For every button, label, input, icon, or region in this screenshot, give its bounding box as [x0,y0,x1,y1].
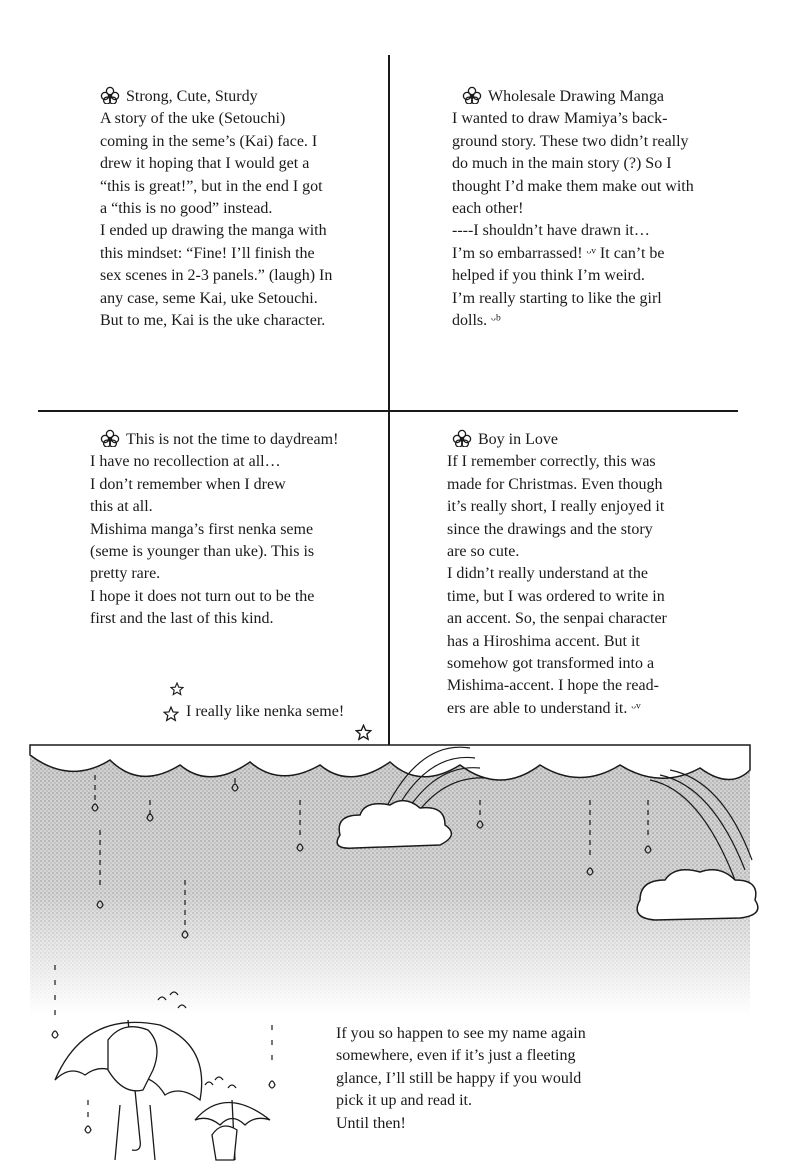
section-title [100,86,385,108]
text-line: I don’t remember when I drew [90,475,286,493]
flower-icon [100,429,120,447]
star-icon [170,682,184,696]
text-line: are so cute. [447,543,520,561]
flower-icon [100,86,120,104]
text-line: If I remember correctly, this was [447,453,656,471]
text-line: it’s really short, I really enjoyed it [447,498,665,516]
section-title [452,429,747,451]
text-line: made for Christmas. Even though [447,475,663,493]
text-line: pretty rare. [90,565,161,583]
text-line: If you so happen to see my name again [336,1025,586,1042]
text-line: somewhere, even if it’s just a fleeting [336,1047,576,1065]
text-line: drew it hoping that I would get a [100,155,310,173]
text-line: ers are able to understand it. ᵕᵛ [447,699,641,717]
text-line: this at all. [90,498,153,516]
text-line: time, but I was ordered to write in [447,587,665,605]
section-not-time-to-daydream [90,429,385,631]
text-line: dolls. ᵕᵇ [452,312,501,330]
text-line: coming in the seme’s (Kai) face. I [100,132,318,150]
text-line: ground story. These two didn’t really [452,132,689,150]
text-line: helped if you think I’m weird. [452,267,645,285]
text-line: thought I’d make them make out with [452,177,694,195]
section-wholesale-drawing-manga [452,86,752,332]
umbrella-icon [55,992,270,1160]
closing-message [336,1023,586,1135]
text-line: I’m really starting to like the girl [452,289,662,307]
text-line: first and the last of this kind. [90,610,274,628]
text-line: since the drawings and the story [447,520,653,538]
text-line: sex scenes in 2-3 panels.” (laugh) In [100,267,333,285]
text-line: do much in the main story (?) So I [452,155,672,173]
text-line: this mindset: “Fine! I’ll finish the [100,244,315,262]
text-line: has a Hiroshima accent. But it [447,632,640,650]
section-title [100,429,385,451]
text-line: I didn’t really understand at the [447,565,648,583]
text-line: pick it up and read it. [336,1092,472,1110]
text-line: I wanted to draw Mamiya’s back- [452,110,668,128]
text-line: I ended up drawing the manga with [100,222,327,240]
text-line: I hope it does not turn out to be the [90,587,315,605]
text-line: A story of the uke (Setouchi) [100,110,286,128]
text-line: Mishima-accent. I hope the read- [447,677,659,695]
star-icon [163,706,179,722]
flower-icon [452,429,472,447]
text-line: (seme is younger than uke). This is [90,543,315,561]
text-line: glance, I’ll still be happy if you would [336,1069,582,1087]
section-title-text: Strong, Cute, Sturdy [126,88,258,105]
text-line: “this is great!”, but in the end I got [100,177,323,195]
nenka-note: I really like nenka seme! [186,703,345,720]
section-boy-in-love [447,429,747,720]
section-title-text: Boy in Love [478,431,558,448]
text-line: somehow got transformed into a [447,655,655,673]
sky [30,745,750,1015]
section-title [462,86,752,108]
flower-icon [462,86,482,104]
section-strong-cute-sturdy [100,86,385,332]
section-title-text: This is not the time to daydream! [126,431,339,448]
section-title-text: Wholesale Drawing Manga [488,88,664,105]
text-line: an accent. So, the senpai character [447,610,667,628]
text-line: I’m so embarrassed! ᵕᵛ It can’t be [452,244,665,262]
text-line: Mishima manga’s first nenka seme [90,520,314,538]
text-line: a “this is no good” instead. [100,200,273,218]
text-line: I have no recollection at all… [90,453,281,471]
text-line: each other! [452,200,524,218]
text-line: any case, seme Kai, uke Setouchi. [100,289,318,307]
text-line: But to me, Kai is the uke character. [100,312,326,330]
text-line: Until then! [336,1114,406,1132]
text-line: ----I shouldn’t have drawn it… [452,222,650,240]
star-icon [355,724,372,741]
